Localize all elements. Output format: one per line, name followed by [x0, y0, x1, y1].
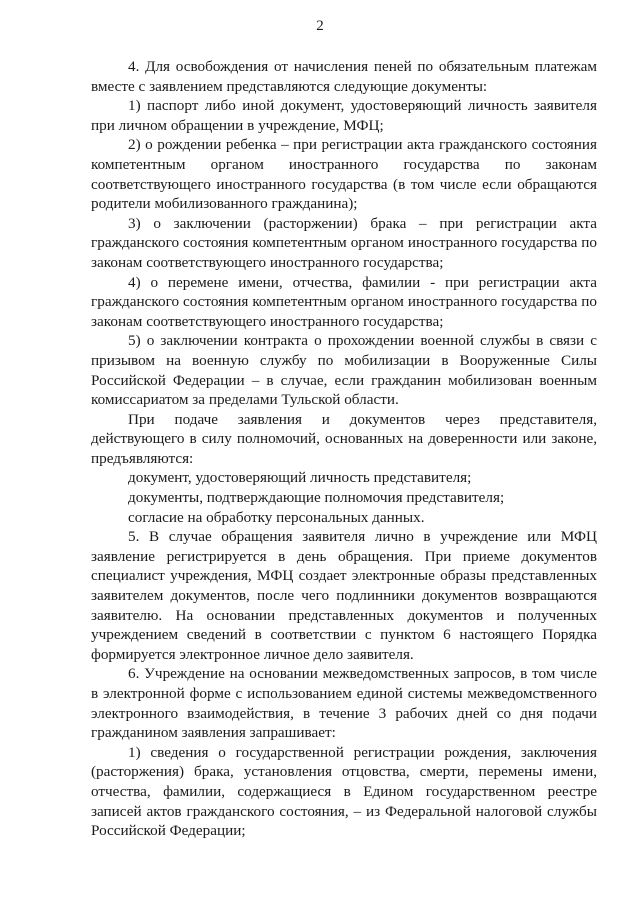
paragraph-subitem-2: 2) о рождении ребенка – при регистрации акта гражданского состояния компетентным органом иностранного государства по законам соответствующего иностранного государства (в том числе если обращаются родители мобилизованного гражданина); — [91, 136, 597, 213]
list-item: документ, удостоверяющий личность представителя; — [128, 469, 472, 487]
paragraph-subitem-4: 4) о перемене имени, отчества, фамилии - при регистрации акта гражданского состояния компетентным органом иностранного государства по законам соответствующего иностранного государства; — [91, 273, 597, 330]
paragraph-subitem-3: 3) о заключении (расторжении) брака – при регистрации акта гражданского состояния компетентным органом иностранного государства по законам соответствующего иностранного государства; — [91, 214, 597, 271]
paragraph-subitem-1: 1) сведения о государственной регистрации рождения, заключения (расторжения) брака, установления отцовства, смерти, перемены имени, отчества, фамилии, содержащиеся в Едином государственном реестре записей актов гражданского состояния, – из Федеральной налоговой службы Российской Федерации; — [91, 743, 597, 840]
paragraph-item-6: 6. Учреждение на основании межведомственных запросов, в том числе в электронной форме с использованием единой системы межведомственного электронного взаимодействия, в течение 3 рабочих дней со дня подачи гражданином заявления запрашивает: — [91, 665, 597, 742]
list-item: документы, подтверждающие полномочия представителя; — [128, 489, 505, 507]
list-item: согласие на обработку персональных данных. — [128, 508, 425, 526]
paragraph-subitem-5: 5) о заключении контракта о прохождении военной службы в связи с призывом на военную службу по мобилизации в Вооруженные Силы Российской Федерации – в случае, если гражданин мобилизован военным комиссариатом за пределами Тульской области. — [91, 332, 597, 409]
page-number: 2 — [316, 18, 324, 34]
paragraph-subitem-1: 1) паспорт либо иной документ, удостоверяющий личность заявителя при личном обращении в учреждение, МФЦ; — [91, 97, 597, 134]
paragraph-item-4: 4. Для освобождения от начисления пеней по обязательным платежам вместе с заявлением представляются следующие документы: — [91, 58, 597, 95]
document-body — [91, 57, 597, 841]
paragraph-representative: При подаче заявления и документов через представителя, действующего в силу полномочий, основанных на доверенности или законе, предъявляются: — [91, 410, 597, 467]
paragraph-item-5: 5. В случае обращения заявителя лично в учреждение или МФЦ заявление регистрируется в день обращения. При приеме документов специалист учреждения, МФЦ создает электронные образы представленных заявителем документов, после чего подлинники документов возвращаются заявителю. На основании представленных документов и полученных учреждением сведений в соответствии с пунктом 6 настоящего Порядка формируется электронное личное дело заявителя. — [91, 528, 597, 663]
